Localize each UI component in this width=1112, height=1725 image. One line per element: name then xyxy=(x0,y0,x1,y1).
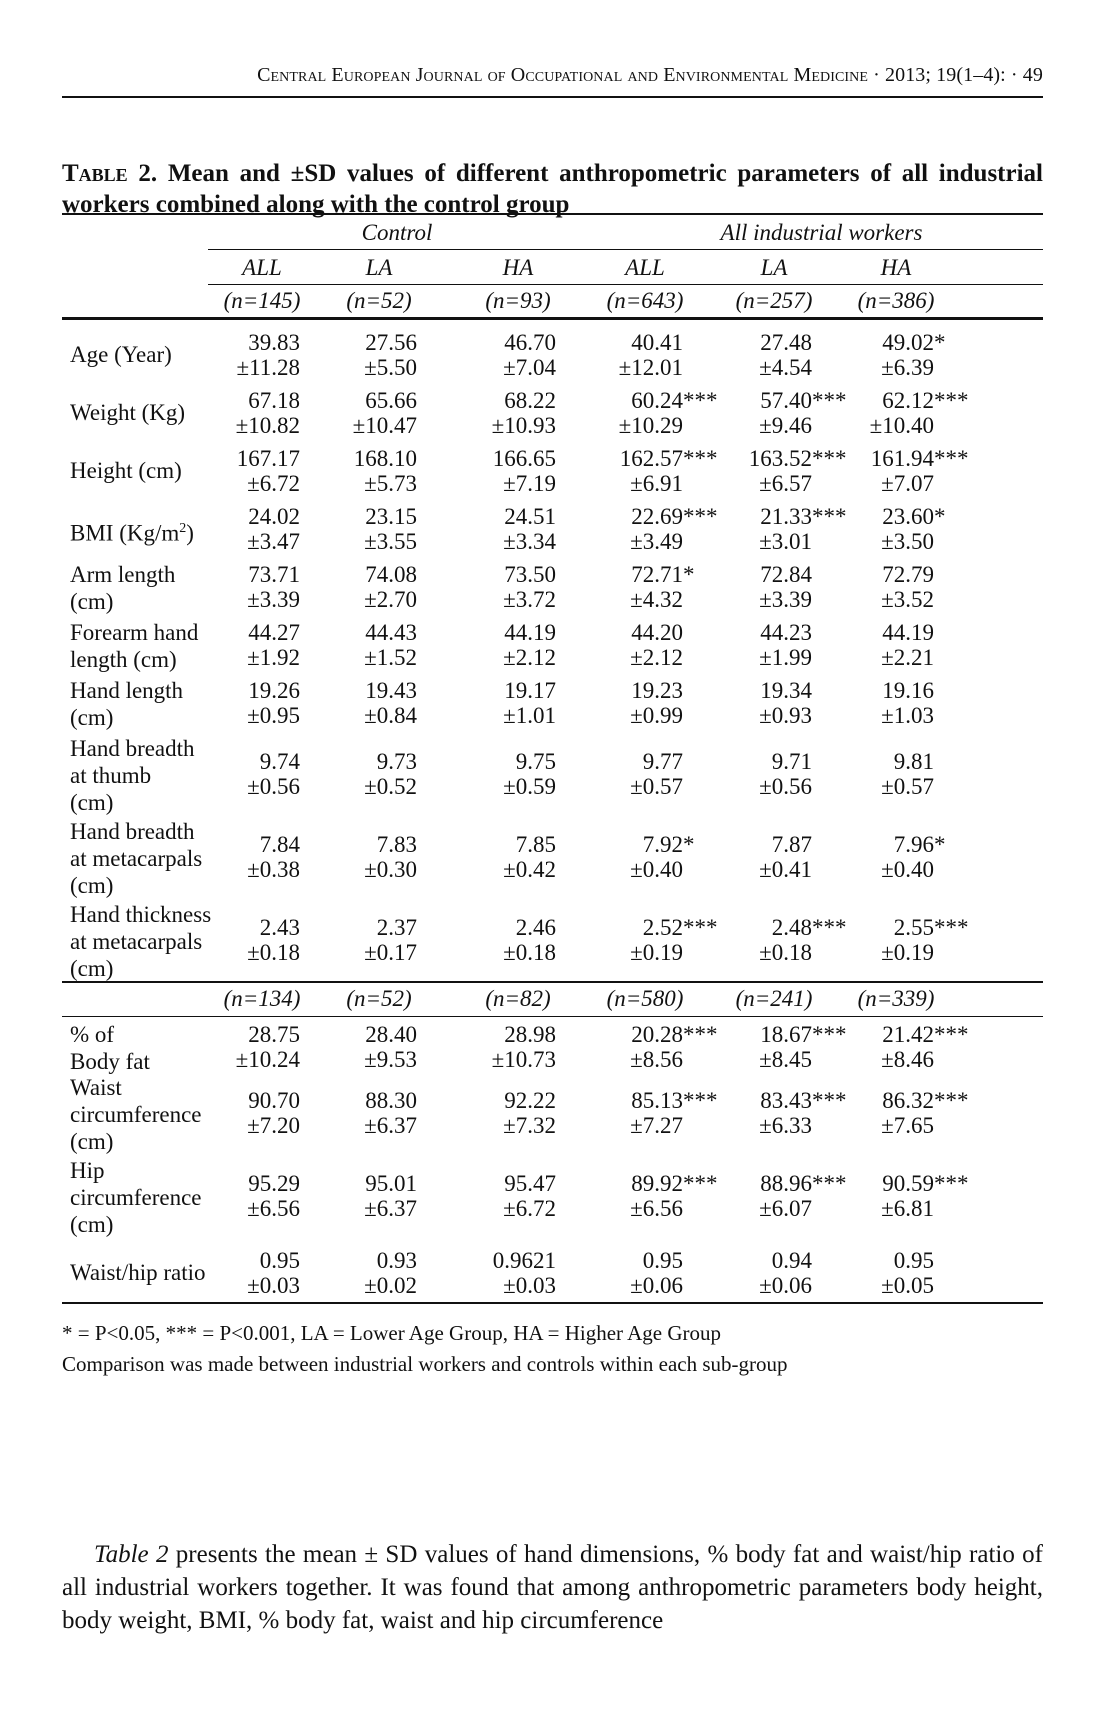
sd-value: ±6.37 xyxy=(364,1113,417,1138)
sub-header-rule xyxy=(208,284,1043,285)
mean-value: 168.10 xyxy=(353,446,417,471)
sd-value: ±2.70 xyxy=(364,587,417,612)
mean-value: 19.34 xyxy=(760,678,812,703)
sd-value: ±8.45 xyxy=(759,1047,812,1072)
mean-value: 24.02 xyxy=(248,504,300,529)
row-label-line: (cm) xyxy=(70,1129,114,1154)
row-label xyxy=(70,1074,202,1155)
mid-rule-2 xyxy=(62,1016,1043,1017)
mean-value: 92.22 xyxy=(504,1088,556,1113)
mean-value: 28.98 xyxy=(504,1022,556,1047)
sd-value: ±7.04 xyxy=(503,355,556,380)
mean-value: 44.23 xyxy=(760,620,812,645)
sd-value: ±1.03 xyxy=(881,703,934,728)
sd-value: ±0.42 xyxy=(503,857,556,882)
mean-value: 27.56 xyxy=(365,330,417,355)
sd-value: ±3.50 xyxy=(881,529,934,554)
row-label xyxy=(70,399,185,426)
mean-value: 95.47 xyxy=(504,1171,556,1196)
row-label-end: ) xyxy=(186,520,194,546)
row-label-line: Body fat xyxy=(70,1049,150,1074)
mean-value: 60.24*** xyxy=(631,388,718,413)
sd-value: ±4.54 xyxy=(759,355,812,380)
row-label-line: Weight (Kg) xyxy=(70,400,186,425)
mean-value: 7.87 xyxy=(771,832,812,857)
group-header-control: Control xyxy=(361,220,433,245)
sd-value: ±0.38 xyxy=(247,857,300,882)
mean-value: 7.92* xyxy=(642,832,695,857)
body-lead: Table 2 xyxy=(94,1541,169,1568)
mean-value: 2.46 xyxy=(515,915,556,940)
mean-value: 88.96*** xyxy=(760,1171,847,1196)
sd-value: ±6.81 xyxy=(881,1196,934,1221)
table-top-rule xyxy=(62,213,1043,215)
mean-value: 2.37 xyxy=(376,915,417,940)
mean-value: 24.51 xyxy=(504,504,556,529)
row-label-line: (cm) xyxy=(70,790,114,815)
sd-value: ±2.21 xyxy=(881,645,934,670)
mean-value: 46.70 xyxy=(504,330,556,355)
mean-value: 88.30 xyxy=(365,1088,417,1113)
mean-value: 0.93 xyxy=(376,1248,417,1273)
row-label-line: Arm length xyxy=(70,562,176,587)
row-label xyxy=(70,1021,150,1075)
mean-value: 2.48*** xyxy=(771,915,847,940)
sd-value: ±8.56 xyxy=(630,1047,683,1072)
mean-value: 85.13*** xyxy=(631,1088,718,1113)
footnote-1: * = P<0.05, *** = P<0.001, LA = Lower Age Group, HA = Higher Age Group xyxy=(62,1321,722,1345)
sd-value: ±6.57 xyxy=(759,471,812,496)
row-label-line: Hand breadth xyxy=(70,819,195,844)
sd-value: ±7.20 xyxy=(247,1113,300,1138)
row-label-line: Hand length xyxy=(70,678,184,703)
sd-value: ±0.40 xyxy=(881,857,934,882)
group-header-rule xyxy=(208,249,1043,250)
row-label-line: (cm) xyxy=(70,873,114,898)
mean-value: 19.17 xyxy=(504,678,556,703)
mean-value: 2.55*** xyxy=(893,915,969,940)
row-label xyxy=(70,515,194,547)
sd-value: ±6.56 xyxy=(630,1196,683,1221)
row-label-line: Age (Year) xyxy=(70,342,172,367)
row-label-line: Waist xyxy=(70,1075,122,1100)
sd-value: ±7.32 xyxy=(503,1113,556,1138)
mean-value: 95.29 xyxy=(248,1171,300,1196)
row-label-line: Hand breadth xyxy=(70,736,195,761)
mean-value: 23.15 xyxy=(365,504,417,529)
sd-value: ±0.56 xyxy=(759,774,812,799)
journal-citation: · 2013; 19(1–4): · 49 xyxy=(873,64,1043,86)
sd-value: ±0.93 xyxy=(759,703,812,728)
sd-value: ±0.18 xyxy=(247,940,300,965)
sd-value: ±10.82 xyxy=(235,413,300,438)
sd-value: ±2.12 xyxy=(503,645,556,670)
mean-value: 67.18 xyxy=(248,388,300,413)
row-label-line: at thumb xyxy=(70,763,152,788)
mean-value: 49.02* xyxy=(882,330,946,355)
mean-value: 44.19 xyxy=(504,620,556,645)
mean-value: 72.71* xyxy=(631,562,695,587)
sd-value: ±6.72 xyxy=(503,1196,556,1221)
n-bottom-5: (n=339) xyxy=(857,986,935,1011)
sd-value: ±3.52 xyxy=(881,587,934,612)
sd-value: ±1.52 xyxy=(364,645,417,670)
sub-header-1: LA xyxy=(365,255,393,280)
body-text: presents the mean ± SD values of hand dimensions, % body fat and waist/hip ratio of all industrial workers together. It was found that among anthropometric parameters body height, body weight, BMI, % body fat, waist and hip circumference xyxy=(62,1541,1043,1634)
sd-value: ±6.91 xyxy=(630,471,683,496)
mean-value: 9.75 xyxy=(515,749,556,774)
mean-value: 2.52*** xyxy=(642,915,718,940)
sd-value: ±3.34 xyxy=(503,529,556,554)
mean-value: 28.75 xyxy=(248,1022,300,1047)
mean-value: 162.57*** xyxy=(619,446,718,471)
sd-value: ±9.53 xyxy=(364,1047,417,1072)
mean-value: 9.81 xyxy=(893,749,934,774)
mean-value: 0.94 xyxy=(771,1248,812,1273)
mean-value: 65.66 xyxy=(365,388,417,413)
sd-value: ±0.06 xyxy=(630,1273,683,1298)
row-label-superscript: 2 xyxy=(179,521,187,536)
n-top-5: (n=386) xyxy=(857,288,935,313)
n-bottom-3: (n=580) xyxy=(606,986,684,1011)
sd-value: ±6.72 xyxy=(247,471,300,496)
mean-value: 27.48 xyxy=(760,330,812,355)
sd-value: ±11.28 xyxy=(236,355,300,380)
sd-value: ±5.73 xyxy=(364,471,417,496)
header-rule xyxy=(62,96,1043,98)
body-paragraph xyxy=(62,1538,1043,1637)
sd-value: ±10.73 xyxy=(491,1047,556,1072)
sub-header-2: HA xyxy=(502,255,534,280)
mean-value: 39.83 xyxy=(248,330,300,355)
sd-value: ±0.06 xyxy=(759,1273,812,1298)
sd-value: ±0.18 xyxy=(503,940,556,965)
row-label-line: (cm) xyxy=(70,1212,114,1237)
row-label-line: (cm) xyxy=(70,956,114,981)
mean-value: 9.74 xyxy=(259,749,300,774)
row-label xyxy=(70,735,195,816)
row-label-line: % of xyxy=(70,1022,115,1047)
row-label-line: (cm) xyxy=(70,589,114,614)
sd-value: ±1.01 xyxy=(503,703,556,728)
mean-value: 72.79 xyxy=(882,562,934,587)
row-label-line: at metacarpals xyxy=(70,846,203,871)
row-label-line: Waist/hip ratio xyxy=(70,1260,206,1285)
sd-value: ±7.19 xyxy=(503,471,556,496)
mean-value: 21.33*** xyxy=(760,504,847,529)
mean-value: 21.42*** xyxy=(882,1022,969,1047)
table-label: Table 2. xyxy=(62,160,158,187)
sd-value: ±6.56 xyxy=(247,1196,300,1221)
sd-value: ±6.39 xyxy=(881,355,934,380)
row-label xyxy=(70,341,172,368)
n-top-2: (n=93) xyxy=(485,288,551,313)
mean-value: 2.43 xyxy=(259,915,300,940)
sd-value: ±4.32 xyxy=(630,587,683,612)
sd-value: ±0.40 xyxy=(630,857,683,882)
mean-value: 83.43*** xyxy=(760,1088,847,1113)
sd-value: ±0.95 xyxy=(247,703,300,728)
mean-value: 44.20 xyxy=(631,620,683,645)
mean-value: 57.40*** xyxy=(760,388,847,413)
sd-value: ±3.72 xyxy=(503,587,556,612)
sd-value: ±3.39 xyxy=(759,587,812,612)
sd-value: ±0.05 xyxy=(881,1273,934,1298)
n-top-4: (n=257) xyxy=(735,288,813,313)
row-label-line: Hip xyxy=(70,1158,105,1183)
sub-header-0: ALL xyxy=(242,255,282,280)
mean-value: 166.65 xyxy=(492,446,556,471)
mean-value: 74.08 xyxy=(365,562,417,587)
mean-value: 163.52*** xyxy=(748,446,847,471)
row-label xyxy=(70,1259,205,1286)
mean-value: 20.28*** xyxy=(631,1022,718,1047)
mean-value: 44.19 xyxy=(882,620,934,645)
sd-value: ±0.03 xyxy=(247,1273,300,1298)
sd-value: ±0.99 xyxy=(630,703,683,728)
mean-value: 73.71 xyxy=(248,562,300,587)
sd-value: ±12.01 xyxy=(618,355,683,380)
sd-value: ±3.39 xyxy=(247,587,300,612)
mean-value: 18.67*** xyxy=(760,1022,847,1047)
mean-value: 9.71 xyxy=(771,749,812,774)
sd-value: ±0.41 xyxy=(759,857,812,882)
mean-value: 44.43 xyxy=(365,620,417,645)
sd-value: ±8.46 xyxy=(881,1047,934,1072)
row-label-line: (cm) xyxy=(70,705,114,730)
row-label xyxy=(70,1157,202,1238)
mean-value: 86.32*** xyxy=(882,1088,969,1113)
sd-value: ±3.49 xyxy=(630,529,683,554)
mean-value: 0.95 xyxy=(259,1248,300,1273)
sd-value: ±0.19 xyxy=(630,940,683,965)
sd-value: ±0.57 xyxy=(881,774,934,799)
row-label-line: circumference xyxy=(70,1102,202,1127)
sd-value: ±3.55 xyxy=(364,529,417,554)
mean-value: 44.27 xyxy=(248,620,300,645)
sd-value: ±6.07 xyxy=(759,1196,812,1221)
row-label xyxy=(70,901,211,982)
mean-value: 40.41 xyxy=(631,330,683,355)
mid-rule xyxy=(62,981,1043,983)
mean-value: 19.23 xyxy=(631,678,683,703)
table-caption xyxy=(62,158,1043,220)
sd-value: ±0.17 xyxy=(364,940,417,965)
sd-value: ±0.19 xyxy=(881,940,934,965)
table-bottom-rule xyxy=(62,1302,1043,1304)
sd-value: ±6.37 xyxy=(364,1196,417,1221)
mean-value: 9.77 xyxy=(642,749,683,774)
sd-value: ±9.46 xyxy=(759,413,812,438)
group-header-industrial: All industrial workers xyxy=(720,220,923,245)
mean-value: 7.96* xyxy=(893,832,946,857)
mean-value: 90.59*** xyxy=(882,1171,969,1196)
mean-value: 0.9621 xyxy=(492,1248,556,1273)
row-label-line: circumference xyxy=(70,1185,202,1210)
mean-value: 0.95 xyxy=(642,1248,683,1273)
n-top-3: (n=643) xyxy=(606,288,684,313)
mean-value: 167.17 xyxy=(236,446,300,471)
sd-value: ±0.30 xyxy=(364,857,417,882)
mean-value: 7.85 xyxy=(515,832,556,857)
journal-name: Central European Journal of Occupational and Environmental Medicine xyxy=(257,64,869,86)
sd-value: ±1.99 xyxy=(759,645,812,670)
mean-value: 23.60* xyxy=(882,504,946,529)
mean-value: 19.26 xyxy=(248,678,300,703)
header-bottom-rule xyxy=(62,317,1043,320)
row-label-line: BMI (Kg/m xyxy=(70,520,180,546)
mean-value: 95.01 xyxy=(365,1171,417,1196)
mean-value: 7.83 xyxy=(376,832,417,857)
n-bottom-0: (n=134) xyxy=(223,986,301,1011)
row-label xyxy=(70,619,198,673)
n-bottom-1: (n=52) xyxy=(346,986,412,1011)
mean-value: 19.16 xyxy=(882,678,934,703)
mean-value: 28.40 xyxy=(365,1022,417,1047)
sd-value: ±10.40 xyxy=(869,413,934,438)
n-bottom-4: (n=241) xyxy=(735,986,813,1011)
sd-value: ±10.93 xyxy=(491,413,556,438)
mean-value: 89.92*** xyxy=(631,1171,718,1196)
sd-value: ±6.33 xyxy=(759,1113,812,1138)
row-label-line: Forearm hand xyxy=(70,620,199,645)
row-label xyxy=(70,677,183,731)
sd-value: ±7.27 xyxy=(630,1113,683,1138)
sd-value: ±10.47 xyxy=(352,413,417,438)
mean-value: 22.69*** xyxy=(631,504,718,529)
table-title: Mean and ±SD values of different anthropometric parameters of all industrial workers combined along with the control group xyxy=(62,160,1043,218)
sd-value: ±0.18 xyxy=(759,940,812,965)
sd-value: ±2.12 xyxy=(630,645,683,670)
sd-value: ±0.03 xyxy=(503,1273,556,1298)
sd-value: ±0.84 xyxy=(364,703,417,728)
sd-value: ±3.01 xyxy=(759,529,812,554)
sd-value: ±0.56 xyxy=(247,774,300,799)
sd-value: ±0.59 xyxy=(503,774,556,799)
mean-value: 0.95 xyxy=(893,1248,934,1273)
n-top-1: (n=52) xyxy=(346,288,412,313)
mean-value: 73.50 xyxy=(504,562,556,587)
mean-value: 62.12*** xyxy=(882,388,969,413)
sub-header-4: LA xyxy=(760,255,788,280)
mean-value: 7.84 xyxy=(259,832,300,857)
row-label-line: length (cm) xyxy=(70,647,177,672)
row-label xyxy=(70,818,202,899)
sd-value: ±10.29 xyxy=(618,413,683,438)
sd-value: ±0.57 xyxy=(630,774,683,799)
n-top-0: (n=145) xyxy=(223,288,301,313)
sub-header-3: ALL xyxy=(625,255,665,280)
running-head xyxy=(62,64,1043,87)
row-label-line: at metacarpals xyxy=(70,929,203,954)
sd-value: ±7.07 xyxy=(881,471,934,496)
sd-value: ±3.47 xyxy=(247,529,300,554)
mean-value: 19.43 xyxy=(365,678,417,703)
sd-value: ±0.02 xyxy=(364,1273,417,1298)
sd-value: ±1.92 xyxy=(247,645,300,670)
sd-value: ±10.24 xyxy=(235,1047,300,1072)
mean-value: 90.70 xyxy=(248,1088,300,1113)
sd-value: ±7.65 xyxy=(881,1113,934,1138)
mean-value: 72.84 xyxy=(760,562,812,587)
n-bottom-2: (n=82) xyxy=(485,986,551,1011)
mean-value: 9.73 xyxy=(376,749,417,774)
footnote-2: Comparison was made between industrial workers and controls within each sub-group xyxy=(62,1352,788,1376)
row-label-line: Hand thickness xyxy=(70,902,212,927)
mean-value: 161.94*** xyxy=(870,446,969,471)
row-label xyxy=(70,457,182,484)
row-label xyxy=(70,561,175,615)
row-label-line: Height (cm) xyxy=(70,458,182,483)
sd-value: ±5.50 xyxy=(364,355,417,380)
sub-header-5: HA xyxy=(880,255,912,280)
mean-value: 68.22 xyxy=(504,388,556,413)
sd-value: ±0.52 xyxy=(364,774,417,799)
